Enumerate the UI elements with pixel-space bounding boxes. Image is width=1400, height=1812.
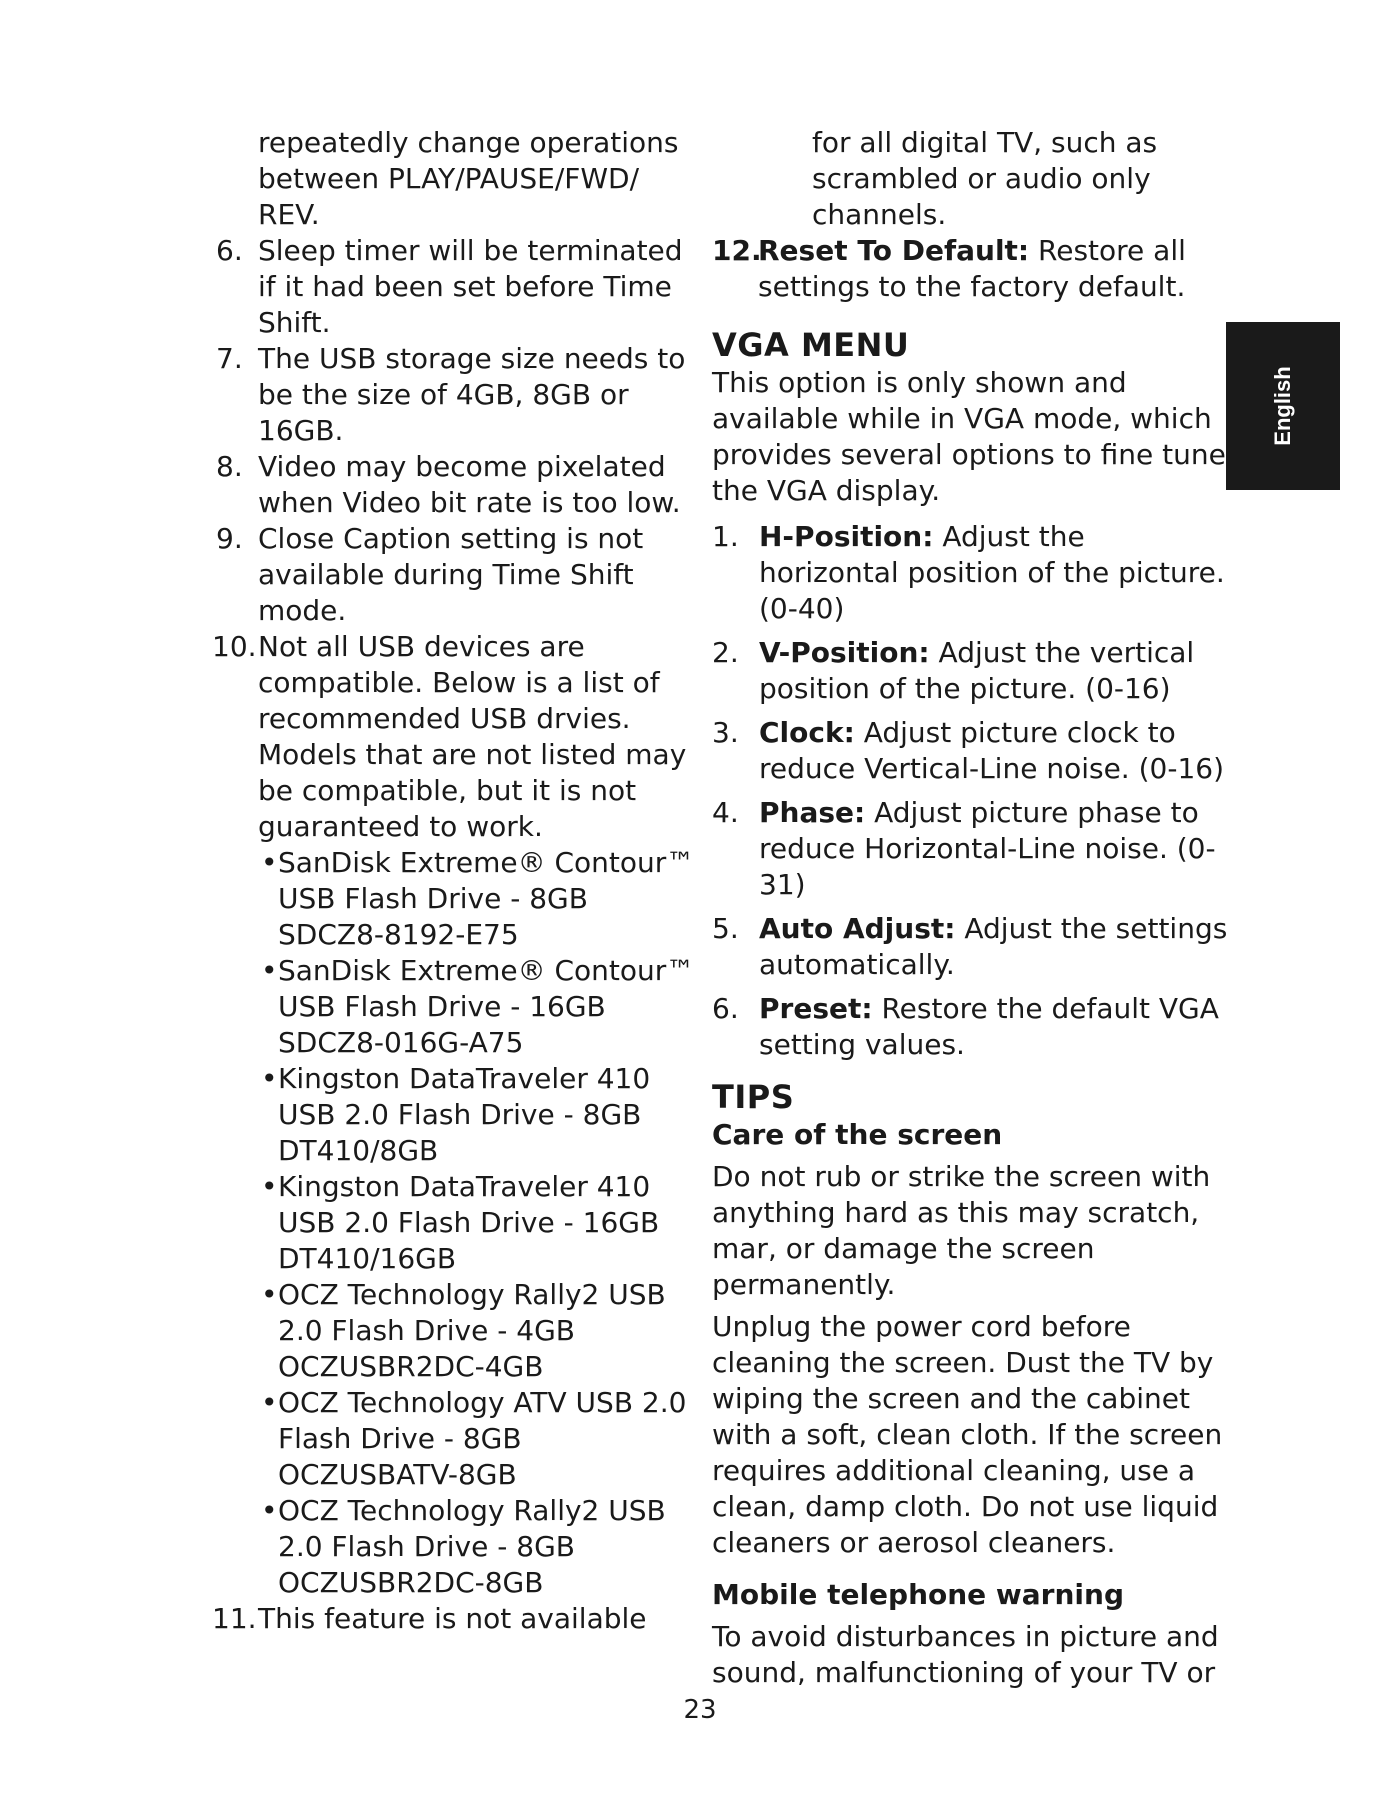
item-text: Video may become pixelated when Video bit rate is too low. <box>258 450 681 519</box>
tips-heading: TIPS <box>712 1078 795 1116</box>
mobile-warning-heading: Mobile telephone warning <box>712 1578 1125 1611</box>
vga-menu-heading: VGA MENU <box>712 326 910 364</box>
vga-menu-intro: This option is only shown and available while in VGA mode, which provides several options to fine tune the VGA display. <box>712 366 1226 507</box>
item-number: 4. <box>712 796 739 829</box>
item-text: This feature is not available <box>258 1602 647 1635</box>
item-number: 5. <box>712 912 739 945</box>
continued-text: repeatedly change operations between PLAY/PAUSE/FWD/ REV. <box>258 126 679 231</box>
list-item <box>712 635 1232 707</box>
item-text: Restore all settings to the factory default. <box>758 234 1186 303</box>
list-item <box>216 521 698 629</box>
item-text: The USB storage size needs to be the size of 4GB, 8GB or 16GB. <box>258 342 686 447</box>
item-number: 6. <box>216 234 243 267</box>
item-text: Adjust the horizontal position of the picture. (0-40) <box>759 520 1225 625</box>
left-column <box>212 125 698 1637</box>
usb-drive-item: • SanDisk Extreme® Contour™ USB Flash Drive - 8GB SDCZ8-8192-E75 <box>258 845 698 953</box>
item-number: 3. <box>712 716 739 749</box>
continued-text: for all digital TV, such as scrambled or audio only channels. <box>812 126 1158 231</box>
list-item <box>712 519 1232 627</box>
list-item <box>216 449 698 521</box>
item-number: 12. <box>712 234 762 267</box>
usb-drive-item: • OCZ Technology Rally2 USB 2.0 Flash Drive - 4GB OCZUSBR2DC-4GB <box>258 1277 698 1385</box>
list-item <box>712 795 1232 903</box>
item-number: 9. <box>216 522 243 555</box>
item-text: Adjust picture phase to reduce Horizontal-Line noise. (0-31) <box>759 796 1216 901</box>
usb-drive-item: • SanDisk Extreme® Contour™ USB Flash Drive - 16GB SDCZ8-016G-A75 <box>258 953 698 1061</box>
care-paragraph: Do not rub or strike the screen with anything hard as this may scratch, mar, or damage the screen permanently. <box>712 1160 1211 1301</box>
item-text: Adjust picture clock to reduce Vertical-Line noise. (0-16) <box>759 716 1224 785</box>
item-title: Auto Adjust: <box>759 912 956 945</box>
item-text: Not all USB devices are compatible. Below is a list of recommended USB drvies. Models that are not listed may be compatible, but it is not guaranteed to work. <box>258 630 687 843</box>
item-title: Phase: <box>759 796 866 829</box>
usb-drive-list <box>258 845 698 1601</box>
usb-drive-item: • OCZ Technology Rally2 USB 2.0 Flash Drive - 8GB OCZUSBR2DC-8GB <box>258 1493 698 1601</box>
item-number: 6. <box>712 992 739 1025</box>
list-item <box>212 1601 698 1637</box>
list-item <box>216 341 698 449</box>
language-tab <box>1226 322 1340 490</box>
language-label: English <box>1270 366 1295 446</box>
usb-drive-item: • Kingston DataTraveler 410 USB 2.0 Flash Drive - 16GB DT410/16GB <box>258 1169 698 1277</box>
page-number: 23 <box>683 1695 717 1725</box>
list-item <box>216 233 698 341</box>
item-number: 10. <box>212 630 257 663</box>
item-title: H-Position: <box>759 520 934 553</box>
item-title: Preset: <box>759 992 873 1025</box>
item-text: Restore the default VGA setting values. <box>759 992 1219 1061</box>
item-text: Sleep timer will be terminated if it had been set before Time Shift. <box>258 234 683 339</box>
item-number: 8. <box>216 450 243 483</box>
list-item <box>712 715 1232 787</box>
care-heading: Care of the screen <box>712 1118 1003 1151</box>
usb-drive-item: • OCZ Technology ATV USB 2.0 Flash Drive - 8GB OCZUSBATV-8GB <box>258 1385 698 1493</box>
vga-menu-list <box>712 519 1232 1063</box>
list-item <box>712 991 1232 1063</box>
item-number: 2. <box>712 636 739 669</box>
item-title: Reset To Default: <box>758 234 1030 267</box>
mobile-warning-text: To avoid disturbances in picture and sound, malfunctioning of your TV or <box>712 1620 1219 1689</box>
item-number: 1. <box>712 520 739 553</box>
list-item <box>712 233 1232 305</box>
list-item <box>712 911 1232 983</box>
item-text: Adjust the vertical position of the picture. (0-16) <box>759 636 1195 705</box>
item-title: V-Position: <box>759 636 930 669</box>
item-text: Close Caption setting is not available during Time Shift mode. <box>258 522 644 627</box>
usb-drive-item: • Kingston DataTraveler 410 USB 2.0 Flash Drive - 8GB DT410/8GB <box>258 1061 698 1169</box>
item-number: 11. <box>212 1602 257 1635</box>
item-number: 7. <box>216 342 243 375</box>
item-title: Clock: <box>759 716 855 749</box>
list-item <box>212 629 698 845</box>
item-text: Adjust the settings automatically. <box>759 912 1228 981</box>
care-paragraph: Unplug the power cord before cleaning the screen. Dust the TV by wiping the screen and the cabinet with a soft, clean cloth. If the screen requires additional cleaning, use a clean, damp cloth. Do not use liquid cleaners or aerosol cleaners. <box>712 1310 1223 1559</box>
right-column <box>712 125 1232 1691</box>
